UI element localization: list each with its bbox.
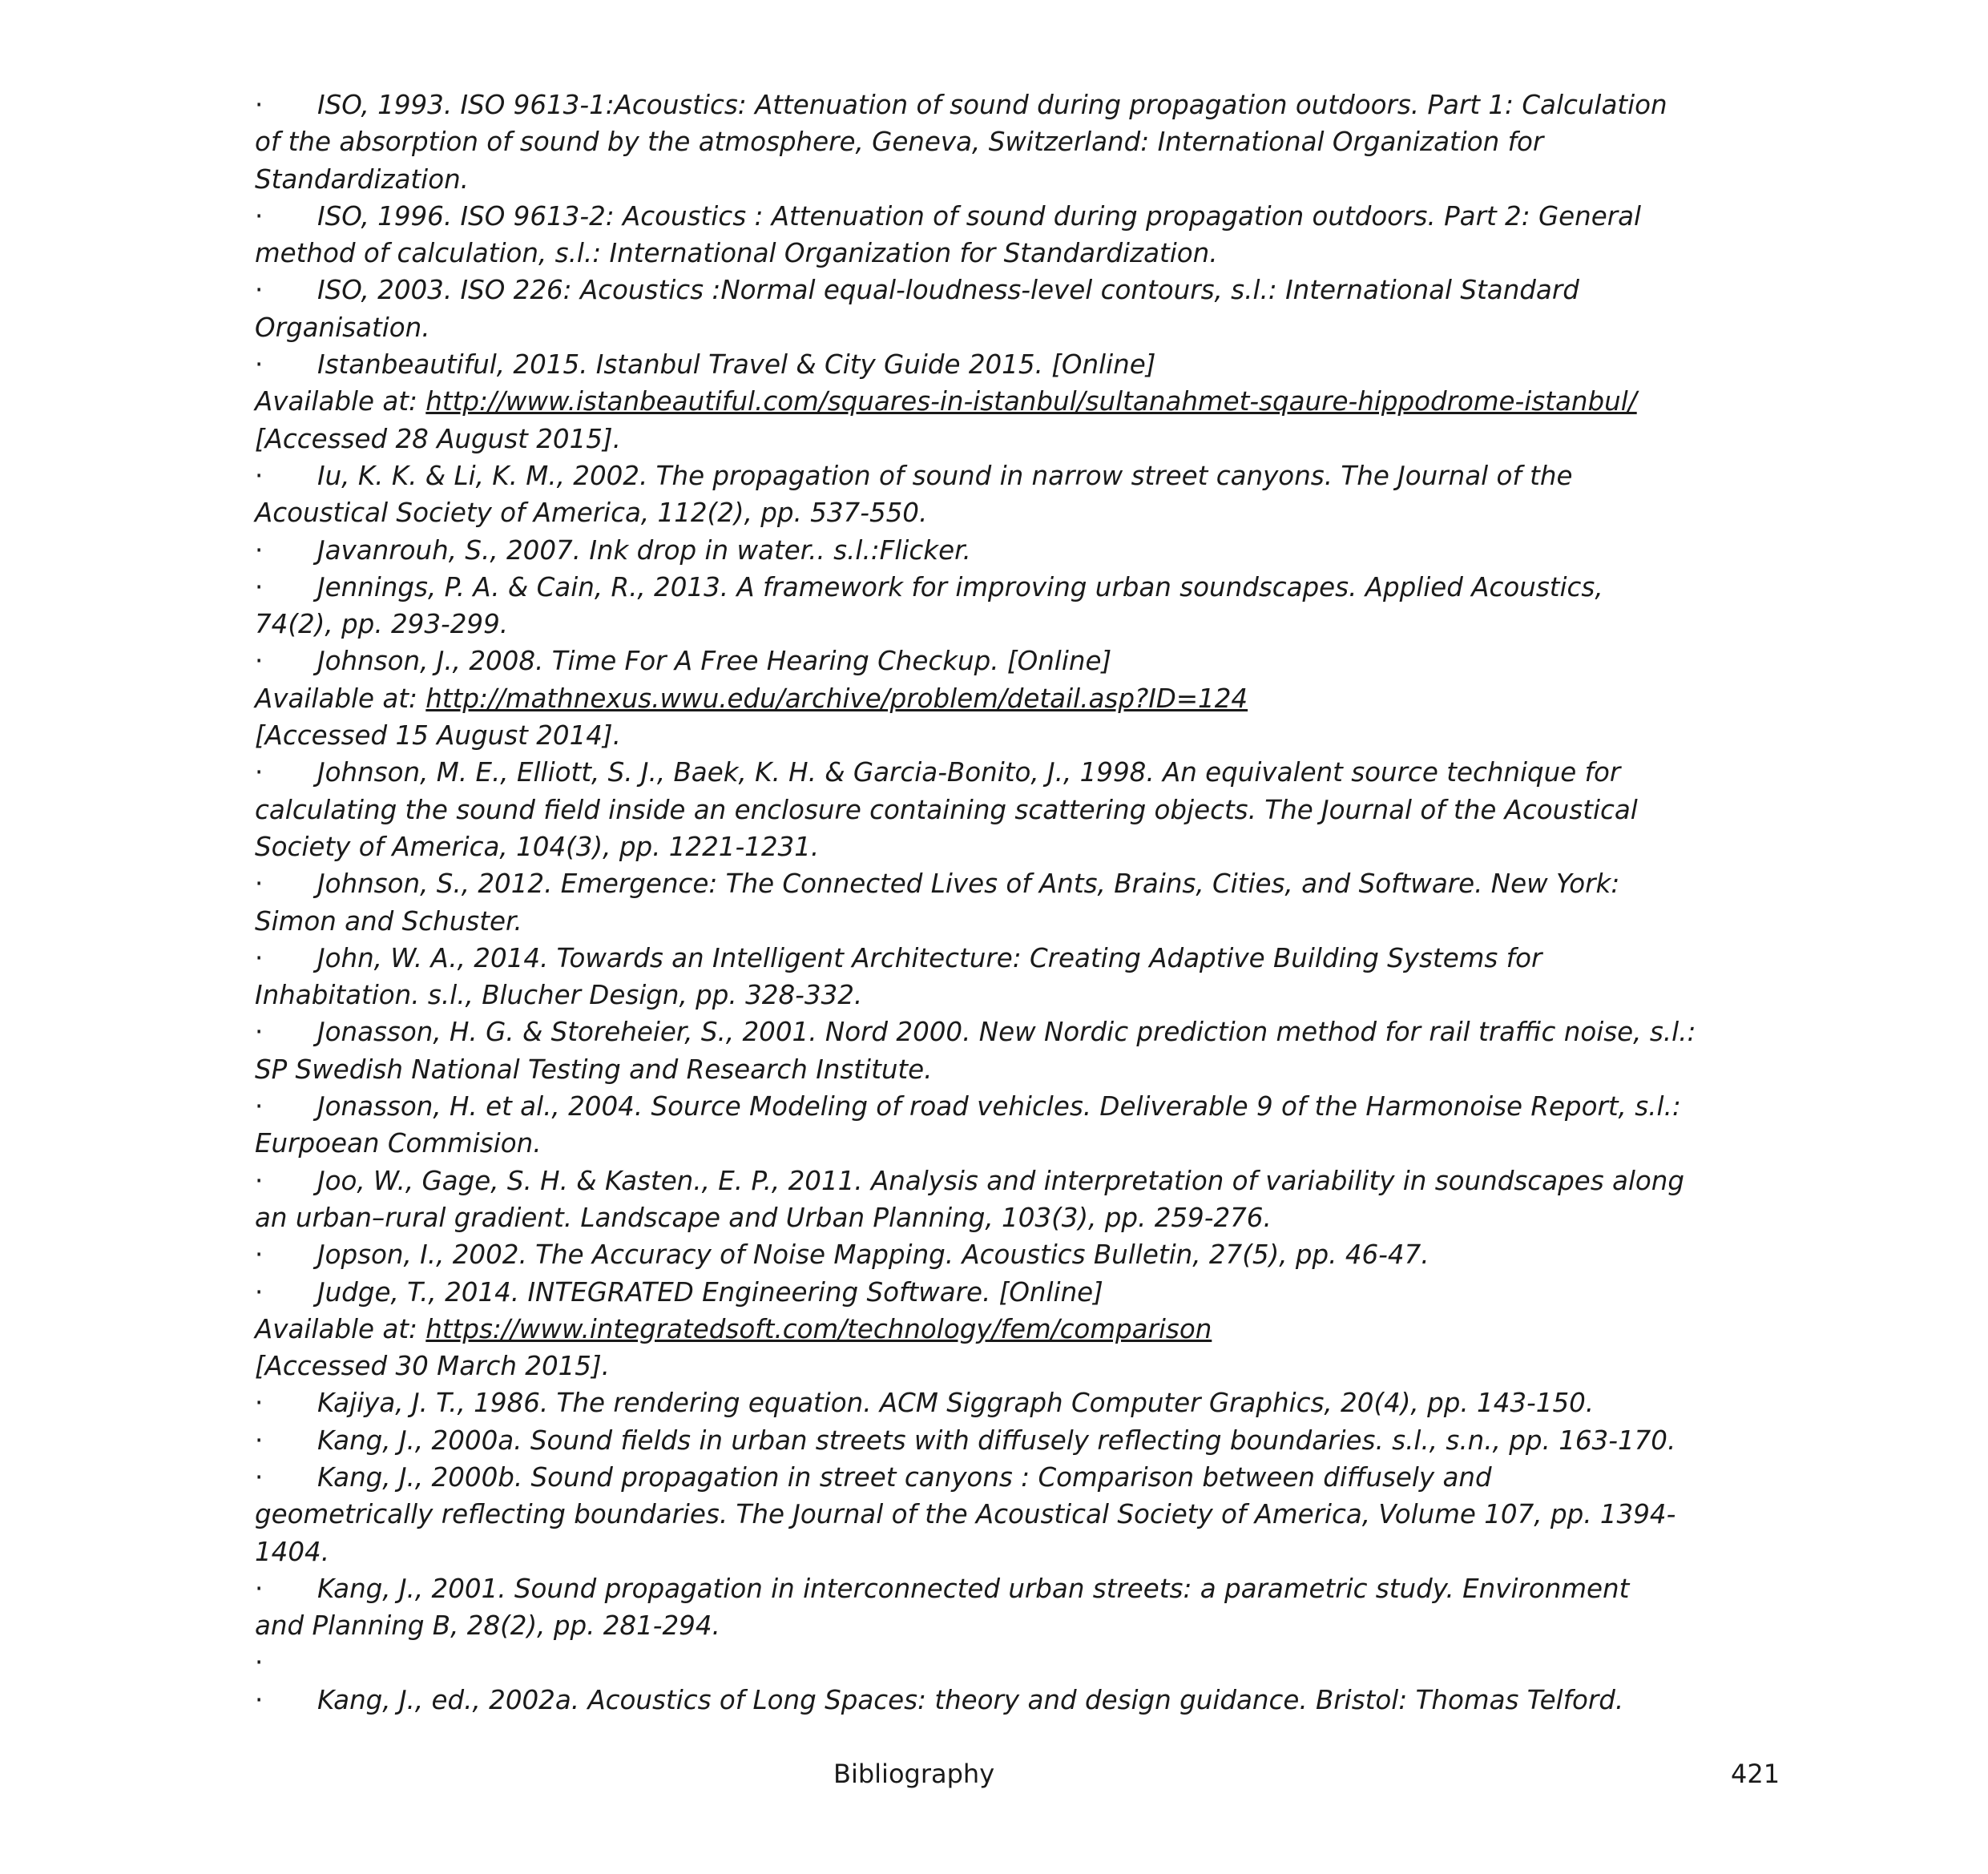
bullet-marker: · xyxy=(255,1276,264,1308)
reference-entry xyxy=(255,532,1609,569)
reference-text: Eurpoean Commision. xyxy=(255,1128,542,1159)
bullet-marker: · xyxy=(255,1573,264,1604)
reference-text: Organisation. xyxy=(255,312,430,343)
reference-text: Johnson, M. E., Elliott, S. J., Baek, K. H. & Garcia-Bonito, J., 1998. An equivalent source technique for xyxy=(317,757,1621,788)
reference-first-line xyxy=(255,1384,1609,1421)
reference-first-line xyxy=(255,198,1642,235)
reference-text: Inhabitation. s.l., Blucher Design, pp. 328-332. xyxy=(255,980,863,1011)
reference-text: Jopson, I., 2002. The Accuracy of Noise Mapping. Acoustics Bulletin, 27(5), pp. 46-47. xyxy=(317,1239,1430,1271)
reference-continuation-line xyxy=(255,1199,1609,1236)
reference-entry xyxy=(255,87,1667,198)
bullet-marker: · xyxy=(255,1684,264,1715)
bullet-marker: · xyxy=(255,571,264,603)
accessed-date: [Accessed 28 August 2015]. xyxy=(255,423,621,454)
reference-entry xyxy=(255,1163,1685,1237)
reference-text: ISO, 2003. ISO 226: Acoustics :Normal equal-loudness-level contours, s.l.: International Standard xyxy=(317,275,1579,306)
reference-entry xyxy=(255,272,1609,346)
reference-continuation-line xyxy=(255,903,1609,940)
available-at-line xyxy=(255,680,1609,717)
reference-text: Kang, J., 2000b. Sound propagation in street canyons : Comparison between diffusely and xyxy=(317,1461,1492,1493)
bullet-marker: · xyxy=(255,275,264,306)
accessed-date: [Accessed 30 March 2015]. xyxy=(255,1351,610,1382)
reference-text: Kang, J., 2001. Sound propagation in interconnected urban streets: a parametric study. Environment xyxy=(317,1573,1630,1604)
bullet-marker: · xyxy=(255,1647,264,1679)
reference-first-line xyxy=(255,1014,1696,1050)
reference-text: Acoustical Society of America, 112(2), pp. 537-550. xyxy=(255,498,928,529)
reference-text: 74(2), pp. 293-299. xyxy=(255,609,509,640)
reference-text: Kajiya, J. T., 1986. The rendering equation. ACM Siggraph Computer Graphics, 20(4), pp. 143-150. xyxy=(317,1388,1595,1419)
bullet-marker: · xyxy=(255,942,264,973)
bullet-marker: · xyxy=(255,1239,264,1271)
reference-text: Iu, K. K. & Li, K. M., 2002. The propagation of sound in narrow street canyons. The Journal of the xyxy=(317,460,1573,491)
reference-first-line xyxy=(255,1459,1609,1496)
reference-entry xyxy=(255,1422,1676,1459)
reference-continuation-line xyxy=(255,1051,1609,1088)
accessed-date: [Accessed 15 August 2014]. xyxy=(255,720,621,752)
reference-first-line xyxy=(255,865,1620,902)
reference-first-line xyxy=(255,940,1609,977)
reference-continuation-line xyxy=(255,309,1609,346)
reference-text: 1404. xyxy=(255,1536,330,1567)
bullet-marker: · xyxy=(255,868,264,900)
reference-text: Simon and Schuster. xyxy=(255,905,522,937)
reference-entry xyxy=(255,1384,1609,1421)
bullet-marker: · xyxy=(255,1165,264,1196)
reference-entry xyxy=(255,1088,1681,1163)
reference-entry xyxy=(255,940,1609,1014)
reference-url-link[interactable]: https://www.integratedsoft.com/technology/fem/comparison xyxy=(425,1313,1212,1344)
reference-text: Kang, J., ed., 2002a. Acoustics of Long Spaces: theory and design guidance. Bristol: Thomas Telford. xyxy=(317,1684,1624,1715)
reference-first-line xyxy=(255,1570,1630,1607)
reference-text: Judge, T., 2014. INTEGRATED Engineering Software. [Online] xyxy=(317,1276,1103,1308)
reference-entry xyxy=(255,569,1609,643)
reference-entry xyxy=(255,1644,1609,1681)
reference-entry xyxy=(255,1236,1609,1273)
reference-entry xyxy=(255,1570,1630,1645)
reference-text: Javanrouh, S., 2007. Ink drop in water.. s.l.:Flicker. xyxy=(317,534,971,566)
reference-entry xyxy=(255,198,1642,272)
reference-text: ISO, 1996. ISO 9613-2: Acoustics : Attenuation of sound during propagation outdoors. Part 2: General xyxy=(317,200,1642,232)
reference-entry xyxy=(255,346,1637,457)
available-at-label: Available at: xyxy=(255,683,426,714)
reference-first-line xyxy=(255,272,1609,308)
reference-text: Jennings, P. A. & Cain, R., 2013. A framework for improving urban soundscapes. Applied Acoustics, xyxy=(317,571,1603,603)
reference-first-line xyxy=(255,643,1609,679)
reference-entry xyxy=(255,643,1609,754)
bullet-marker: · xyxy=(255,200,264,232)
reference-continuation-line xyxy=(255,1533,1609,1570)
bibliography-list xyxy=(255,87,1696,1719)
reference-text: and Planning B, 28(2), pp. 281-294. xyxy=(255,1610,720,1642)
reference-continuation-line xyxy=(255,1125,1609,1162)
reference-text: Johnson, S., 2012. Emergence: The Connected Lives of Ants, Brains, Cities, and Software. New York: xyxy=(317,868,1620,900)
reference-first-line xyxy=(255,87,1667,123)
reference-continuation-line xyxy=(255,1607,1609,1644)
bullet-marker: · xyxy=(255,646,264,677)
reference-continuation-line xyxy=(255,494,1609,531)
reference-first-line xyxy=(255,1236,1609,1273)
reference-first-line xyxy=(255,1422,1676,1459)
reference-first-line xyxy=(255,1644,1609,1681)
reference-first-line xyxy=(255,1088,1681,1125)
bullet-marker: · xyxy=(255,757,264,788)
bullet-marker: · xyxy=(255,90,264,120)
reference-text: John, W. A., 2014. Towards an Intelligent Architecture: Creating Adaptive Building Systems for xyxy=(317,942,1542,973)
reference-first-line xyxy=(255,754,1621,791)
reference-text: Istanbeautiful, 2015. Istanbul Travel & City Guide 2015. [Online] xyxy=(317,349,1156,381)
bullet-marker: · xyxy=(255,534,264,566)
reference-first-line xyxy=(255,457,1609,494)
reference-text: Standardization. xyxy=(255,163,470,195)
reference-continuation-line xyxy=(255,792,1638,828)
footer-title: Bibliography xyxy=(833,1759,995,1789)
reference-text: Society of America, 104(3), pp. 1221-1231. xyxy=(255,831,820,862)
reference-first-line xyxy=(255,532,1609,569)
reference-first-line xyxy=(255,1682,1624,1719)
available-at-line xyxy=(255,1311,1609,1348)
reference-first-line xyxy=(255,1163,1685,1199)
reference-text: Jonasson, H. G. & Storeheier, S., 2001. Nord 2000. New Nordic prediction method for rail traffic noise, s.l.: xyxy=(317,1017,1696,1048)
available-at-line xyxy=(255,383,1637,420)
bullet-marker: · xyxy=(255,349,264,381)
reference-text: Joo, W., Gage, S. H. & Kasten., E. P., 2011. Analysis and interpretation of variability in soundscapes along xyxy=(317,1165,1685,1196)
reference-continuation-line xyxy=(255,235,1609,272)
available-at-label: Available at: xyxy=(255,386,426,417)
reference-continuation-line xyxy=(255,161,1609,198)
reference-entry xyxy=(255,1274,1609,1385)
reference-text: an urban–rural gradient. Landscape and Urban Planning, 103(3), pp. 259-276. xyxy=(255,1202,1272,1233)
reference-first-line xyxy=(255,569,1609,606)
reference-text: Jonasson, H. et al., 2004. Source Modeling of road vehicles. Deliverable 9 of the Harmonoise Report, s.l.: xyxy=(317,1091,1681,1122)
reference-entry xyxy=(255,865,1620,940)
reference-entry xyxy=(255,457,1609,532)
reference-url-link[interactable]: http://mathnexus.wwu.edu/archive/problem/detail.asp?ID=124 xyxy=(425,683,1248,714)
reference-continuation-line xyxy=(255,1496,1676,1533)
bullet-marker: · xyxy=(255,1461,264,1493)
reference-text: ISO, 1993. ISO 9613-1:Acoustics: Attenuation of sound during propagation outdoors. Part 1: Calculation xyxy=(317,90,1667,120)
reference-continuation-line xyxy=(255,828,1609,865)
reference-url-link[interactable]: http://www.istanbeautiful.com/squares-in-istanbul/sultanahmet-sqaure-hippodrome-istanbul/ xyxy=(425,386,1637,417)
reference-first-line xyxy=(255,346,1609,383)
reference-continuation-line xyxy=(255,606,1609,643)
bullet-marker: · xyxy=(255,460,264,491)
page-number: 421 xyxy=(1731,1759,1780,1789)
reference-text: calculating the sound field inside an enclosure containing scattering objects. The Journal of the Acoustical xyxy=(255,794,1638,825)
reference-continuation-line xyxy=(255,123,1609,160)
bullet-marker: · xyxy=(255,1017,264,1048)
available-at-label: Available at: xyxy=(255,1313,426,1344)
reference-entry xyxy=(255,1682,1624,1719)
reference-entry xyxy=(255,1014,1696,1088)
reference-continuation-line xyxy=(255,977,1609,1014)
reference-text: method of calculation, s.l.: International Organization for Standardization. xyxy=(255,238,1218,269)
reference-text: Johnson, J., 2008. Time For A Free Hearing Checkup. [Online] xyxy=(317,646,1112,677)
reference-first-line xyxy=(255,1274,1609,1311)
reference-text: geometrically reflecting boundaries. The Journal of the Acoustical Society of America, Volume 107, pp. 1394- xyxy=(255,1499,1676,1530)
reference-entry xyxy=(255,754,1638,865)
reference-text: Kang, J., 2000a. Sound fields in urban streets with diffusely reflecting boundaries. s.l., s.n., pp. 163-170. xyxy=(317,1425,1676,1456)
reference-text: of the absorption of sound by the atmosphere, Geneva, Switzerland: International Organization for xyxy=(255,127,1544,158)
reference-entry xyxy=(255,1459,1676,1570)
bullet-marker: · xyxy=(255,1425,264,1456)
bullet-marker: · xyxy=(255,1091,264,1122)
reference-text: SP Swedish National Testing and Research Institute. xyxy=(255,1054,933,1085)
bullet-marker: · xyxy=(255,1388,264,1419)
